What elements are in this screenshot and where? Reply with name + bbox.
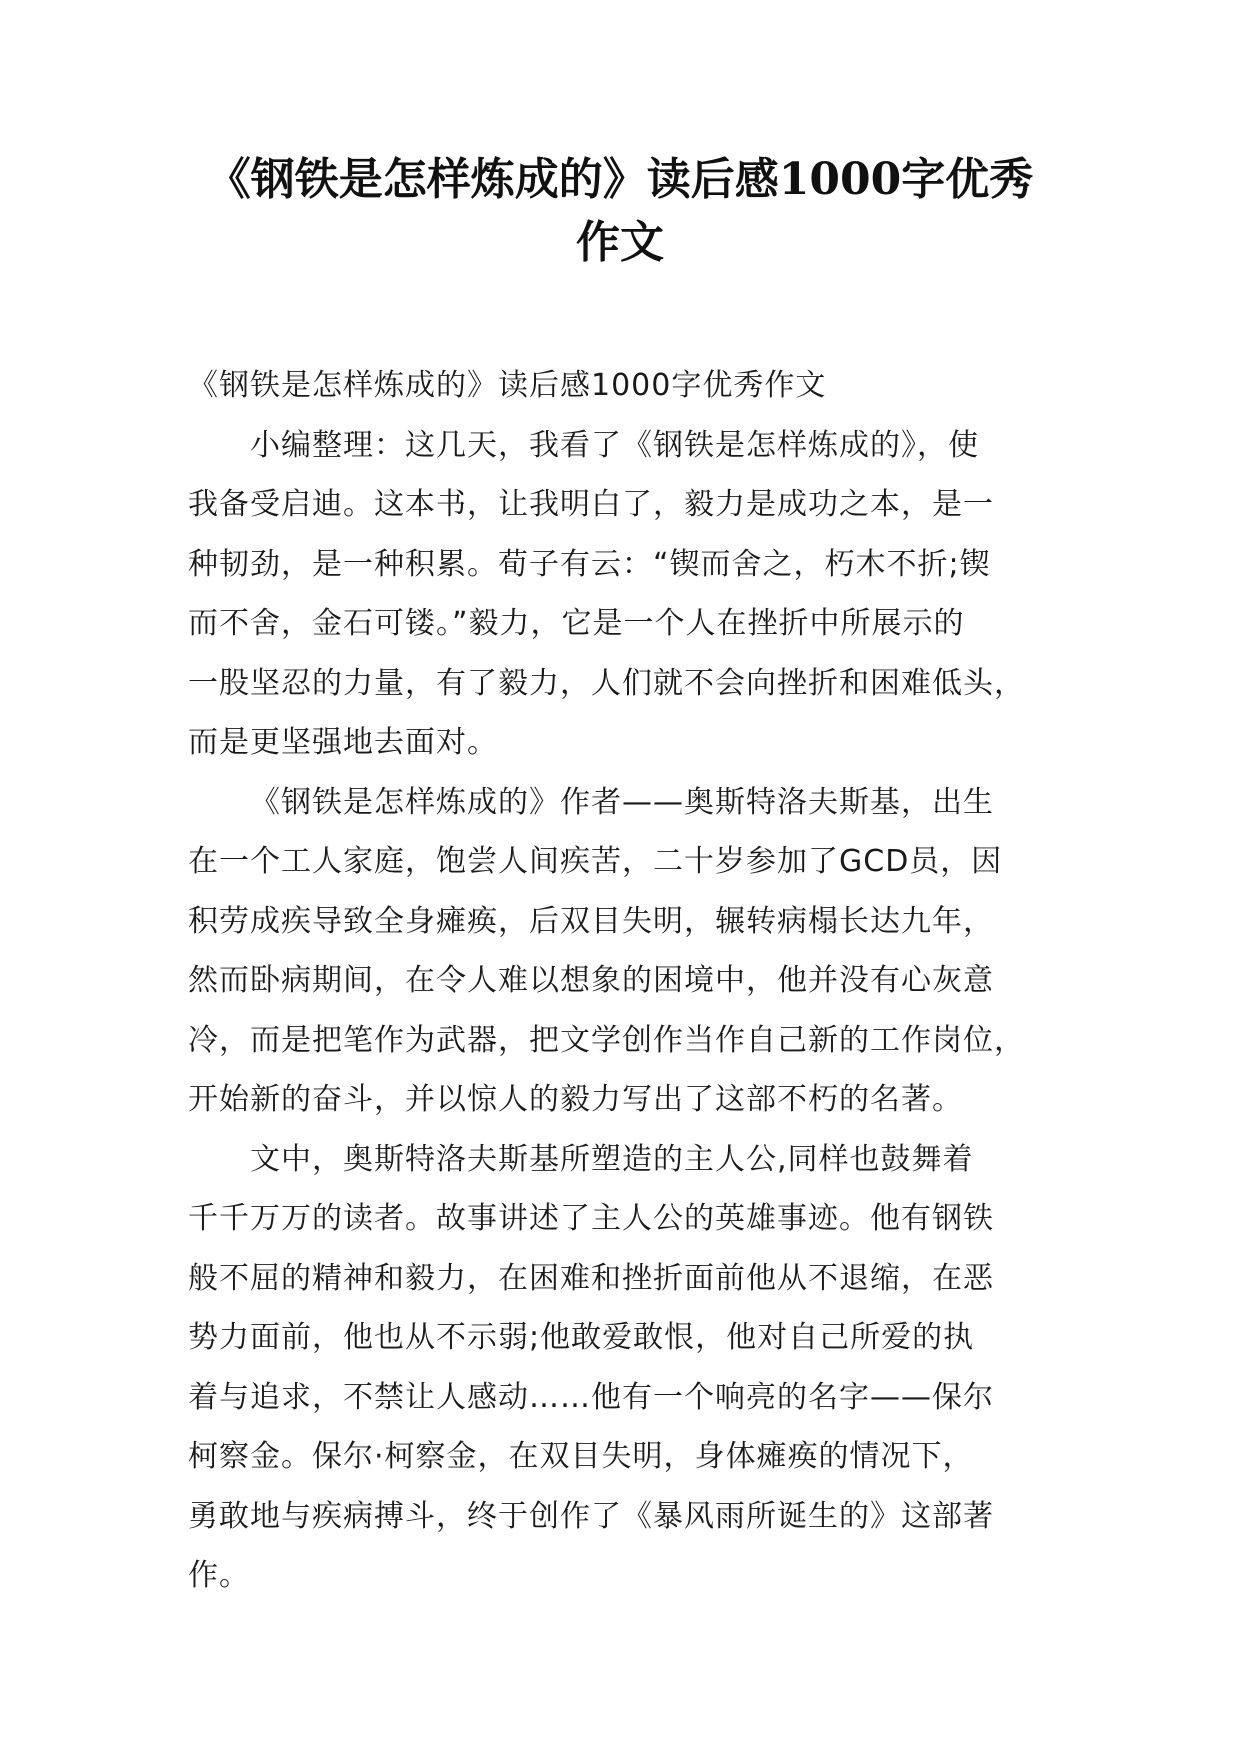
paragraph-line: 《钢铁是怎样炼成的》作者——奥斯特洛夫斯基，出生 — [250, 784, 994, 820]
document-body — [188, 356, 1058, 1606]
title-line-2: 作文 — [576, 217, 664, 268]
paragraph-line: 小编整理：这几天，我看了《钢铁是怎样炼成的》，使 — [250, 427, 979, 463]
paragraph-line: 然而卧病期间，在令人难以想象的困境中，他并没有心灰意 — [188, 963, 994, 998]
paragraph-line: 文中，奥斯特洛夫斯基所塑造的主人公,同样也鼓舞着 — [250, 1141, 974, 1177]
paragraph-line: 着与追求，不禁让人感动……他有一个响亮的名字——保尔 — [188, 1379, 994, 1415]
paragraph-line: 般不屈的精神和毅力，在困难和挫折面前他从不退缩，在恶 — [188, 1260, 994, 1296]
paragraph-line: 在一个工人家庭，饱尝人间疾苦，二十岁参加了GCD员，因 — [188, 844, 1003, 879]
paragraph-line: 冷，而是把笔作为武器，把文学创作当作自己新的工作岗位， — [188, 1022, 1025, 1058]
paragraph-line: 积劳成疾导致全身瘫痪，后双目失明，辗转病榻长达九年， — [188, 903, 994, 939]
title-line-1: 《钢铁是怎样炼成的》读后感1000字优秀 — [206, 154, 1034, 205]
paragraph-line: 一股坚忍的力量，有了毅力，人们就不会向挫折和困难低头， — [188, 665, 1025, 701]
paragraph-line: 开始新的奋斗，并以惊人的毅力写出了这部不朽的名著。 — [188, 1082, 963, 1117]
paragraph-line: 我备受启迪。这本书，让我明白了，毅力是成功之本，是一 — [188, 487, 994, 522]
paragraph-line: 种韧劲，是一种积累。荀子有云：“锲而舍之，朽木不折;锲 — [188, 546, 991, 582]
paragraph-3 — [188, 1130, 1058, 1606]
paragraph-line: 柯察金。保尔·柯察金，在双目失明，身体瘫痪的情况下， — [188, 1439, 974, 1474]
paragraph-1 — [188, 416, 1058, 773]
paragraph-line: 而不舍，金石可镂。”毅力，它是一个人在挫折中所展示的 — [188, 606, 965, 641]
paragraph-line: 作。 — [188, 1558, 250, 1593]
document-title — [140, 148, 1100, 274]
paragraph-line: 千千万万的读者。故事讲述了主人公的英雄事迹。他有钢铁 — [188, 1201, 994, 1236]
paragraph-line: 势力面前，他也从不示弱;他敢爱敢恨，他对自己所爱的执 — [188, 1320, 975, 1355]
paragraph-2 — [188, 773, 1058, 1130]
paragraph-line: 勇敢地与疾病搏斗，终于创作了《暴风雨所诞生的》这部著 — [188, 1498, 994, 1534]
document-subtitle: 《钢铁是怎样炼成的》读后感1000字优秀作文 — [188, 368, 827, 403]
paragraph-line: 而是更坚强地去面对。 — [188, 725, 498, 760]
